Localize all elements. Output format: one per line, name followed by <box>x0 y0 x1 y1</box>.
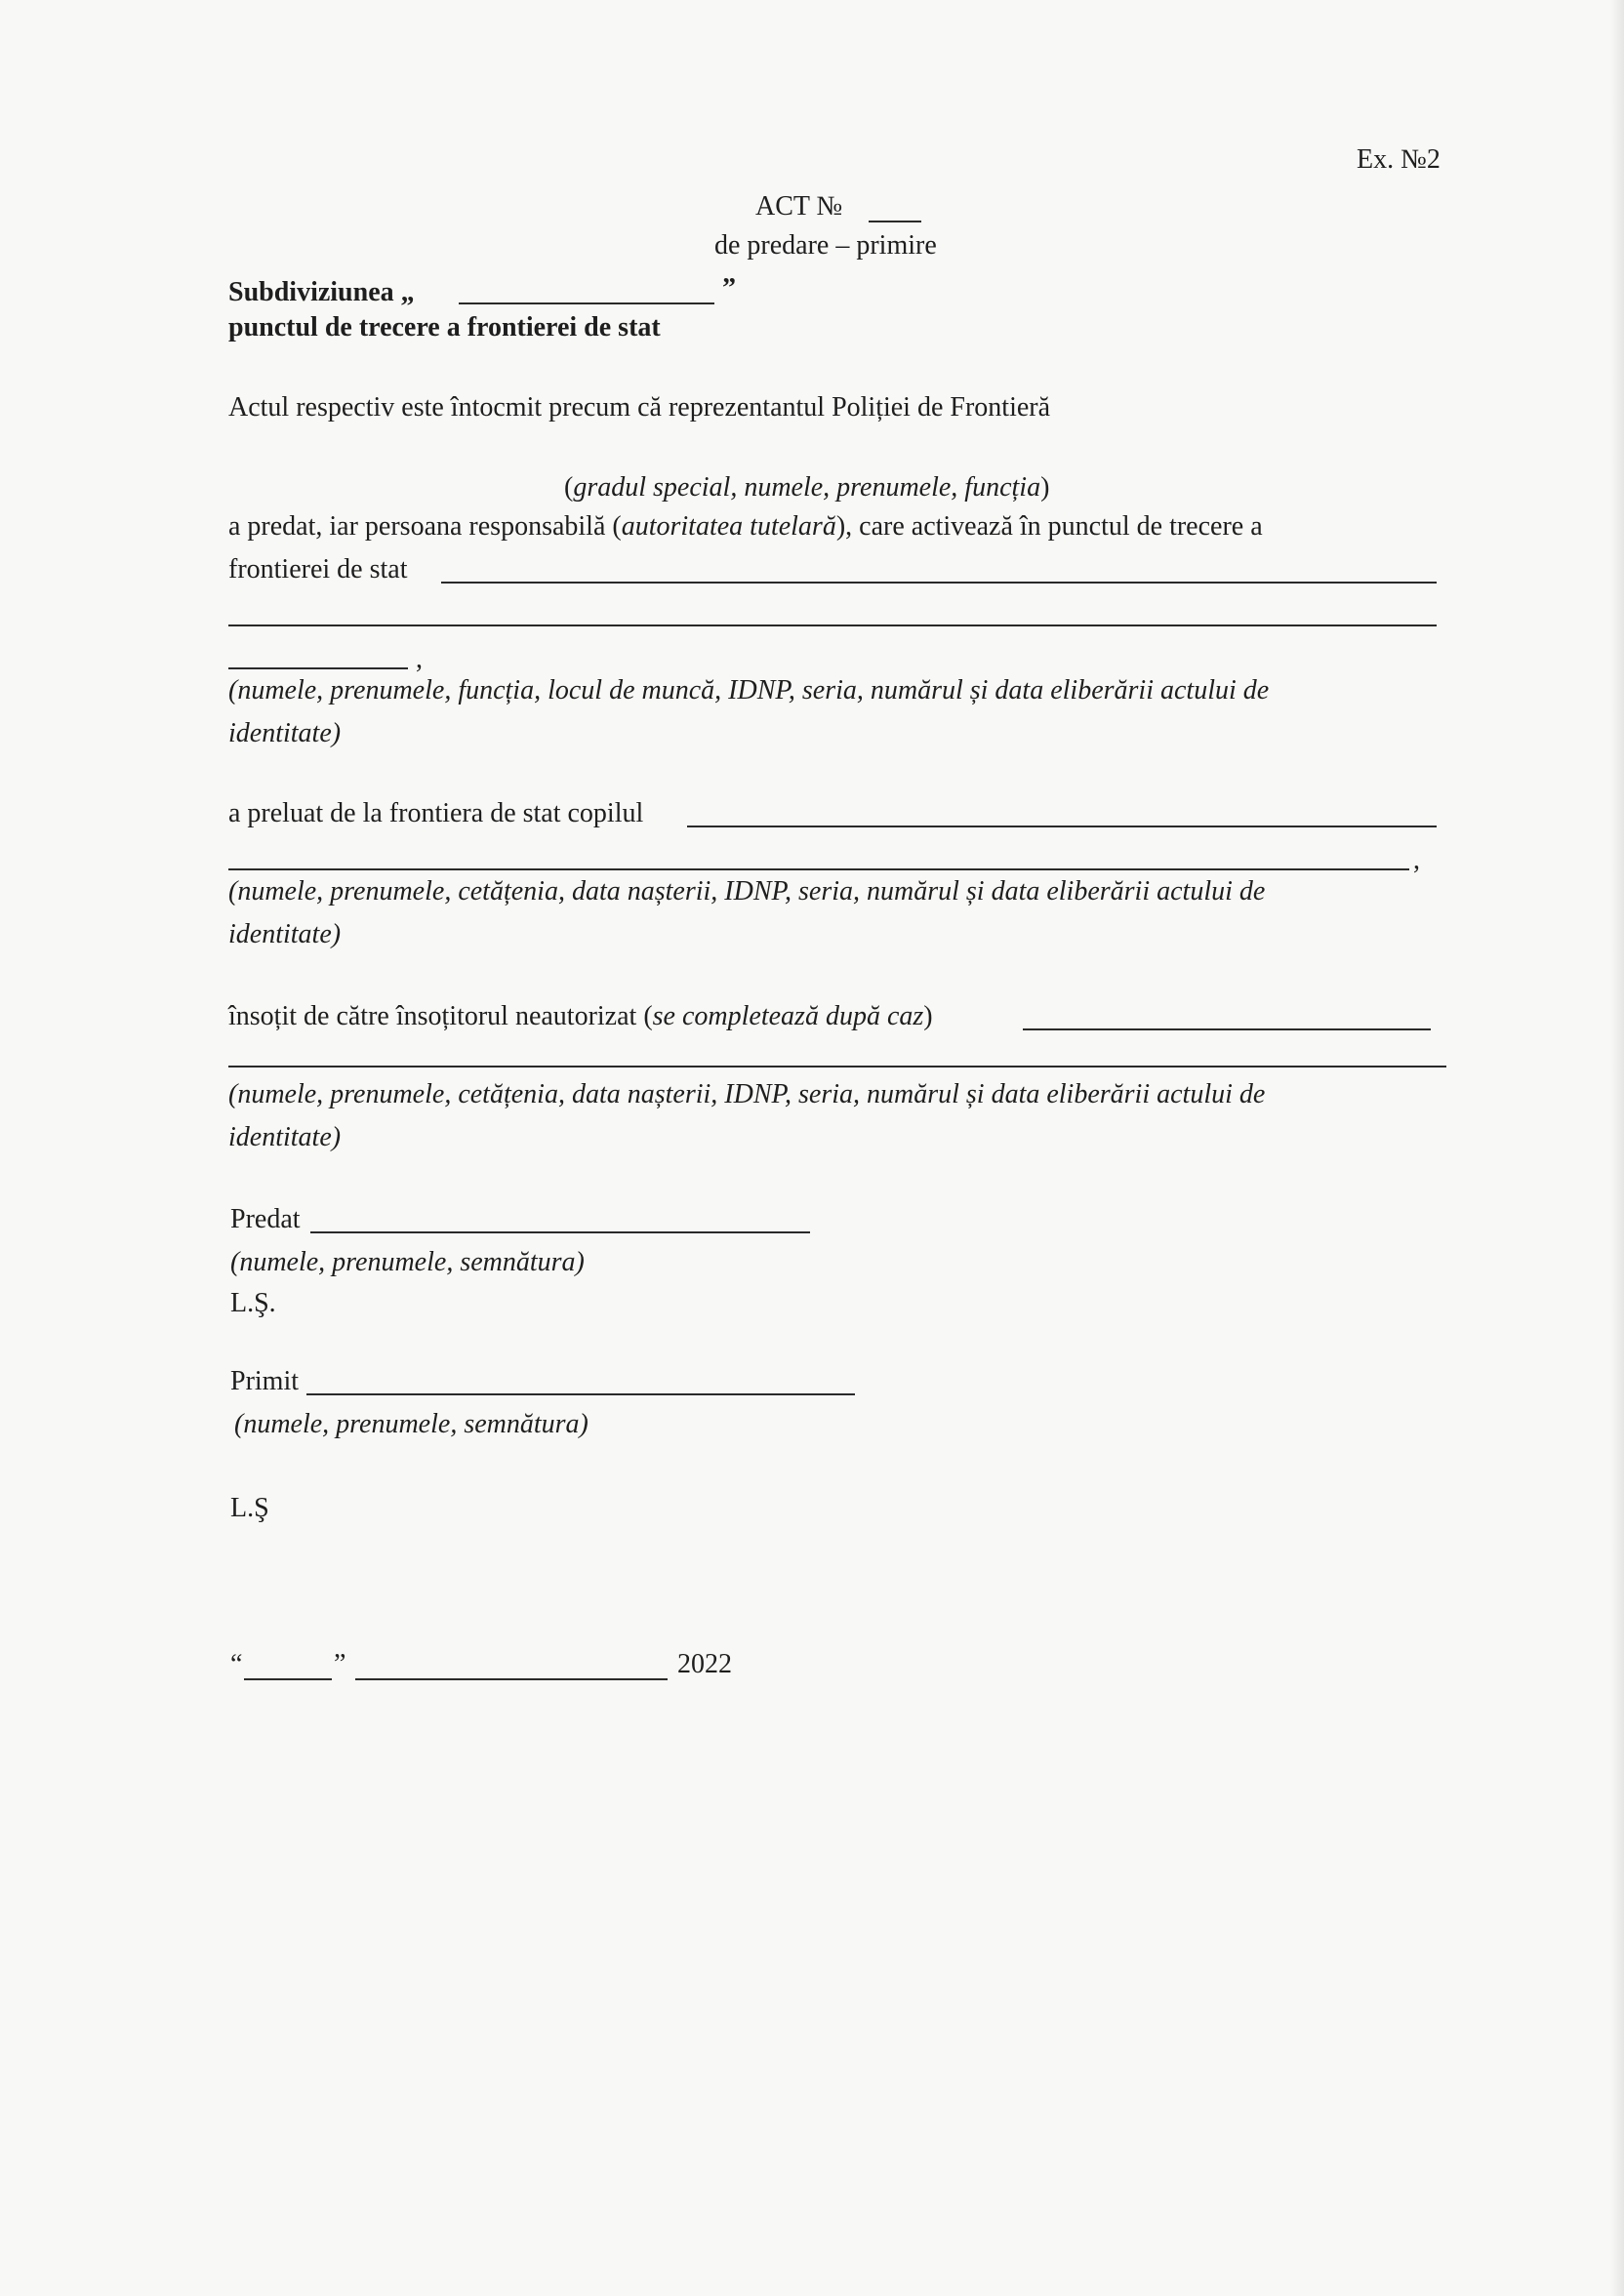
date-close-quote: ” <box>334 1649 346 1679</box>
act-number-blank[interactable] <box>869 221 921 222</box>
handed-signature-label: Predat <box>230 1204 301 1234</box>
escort-blank-1[interactable] <box>1023 1028 1431 1030</box>
ex-number: Ex. №2 <box>1357 144 1441 175</box>
escort-hint-line-1: (numele, prenumele, cetățenia, data nașterii, IDNP, seria, numărul și data eliberării actului de <box>228 1079 1266 1109</box>
officer-hint: (gradul special, numele, prenumele, funcția) <box>564 472 1050 503</box>
subdivision-blank[interactable] <box>459 302 714 304</box>
responsible-blank-2[interactable] <box>228 624 1437 626</box>
date-month-blank[interactable] <box>355 1678 668 1680</box>
page-edge-shadow <box>1610 0 1624 2296</box>
escort-label: însoțit de către însoțitorul neautorizat (se completează după caz) <box>228 1001 933 1031</box>
child-hint-line-2: identitate) <box>228 919 342 949</box>
responsible-comma: , <box>416 644 423 674</box>
received-signature-hint: (numele, prenumele, semnătura) <box>234 1409 589 1439</box>
received-signature-label: Primit <box>230 1366 300 1396</box>
act-subtitle: de predare – primire <box>714 230 937 261</box>
date-year: 2022 <box>677 1649 732 1679</box>
escort-blank-2[interactable] <box>228 1066 1446 1067</box>
child-blank-1[interactable] <box>687 826 1437 827</box>
child-comma: , <box>1413 845 1420 875</box>
responsible-blank-3[interactable] <box>228 667 408 669</box>
received-signature-blank[interactable] <box>306 1393 855 1395</box>
child-hint-line-1: (numele, prenumele, cetățenia, data nașterii, IDNP, seria, numărul și data eliberării actului de <box>228 876 1266 906</box>
handed-seal: L.Ş. <box>230 1288 276 1318</box>
handed-signature-blank[interactable] <box>310 1231 810 1233</box>
act-number-label: ACT № <box>755 191 843 222</box>
subdivision-close-quote: ” <box>722 273 736 303</box>
intro-text: Actul respectiv este întocmit precum că reprezentantul Poliției de Frontieră <box>228 392 1051 423</box>
handed-signature-hint: (numele, prenumele, semnătura) <box>230 1247 585 1277</box>
child-label: a preluat de la frontiera de stat copilul <box>228 798 644 828</box>
responsible-hint-line-1: (numele, prenumele, funcția, locul de muncă, IDNP, seria, numărul și data eliberării actului de <box>228 675 1270 705</box>
escort-hint-line-2: identitate) <box>228 1122 342 1152</box>
received-seal: L.Ş <box>230 1493 269 1523</box>
date-open-quote: “ <box>230 1649 243 1679</box>
responsible-blank-1[interactable] <box>441 582 1437 584</box>
subdivision-label: Subdiviziunea „ <box>228 277 415 307</box>
child-blank-2[interactable] <box>228 868 1409 870</box>
handed-text-line-2: frontierei de stat <box>228 554 408 584</box>
responsible-hint-line-2: identitate) <box>228 718 342 748</box>
handed-text-line-1: a predat, iar persoana responsabilă (autoritatea tutelară), care activează în punctul de trecere a <box>228 511 1263 542</box>
border-point-label: punctul de trecere a frontierei de stat <box>228 312 661 342</box>
date-day-blank[interactable] <box>244 1678 332 1680</box>
